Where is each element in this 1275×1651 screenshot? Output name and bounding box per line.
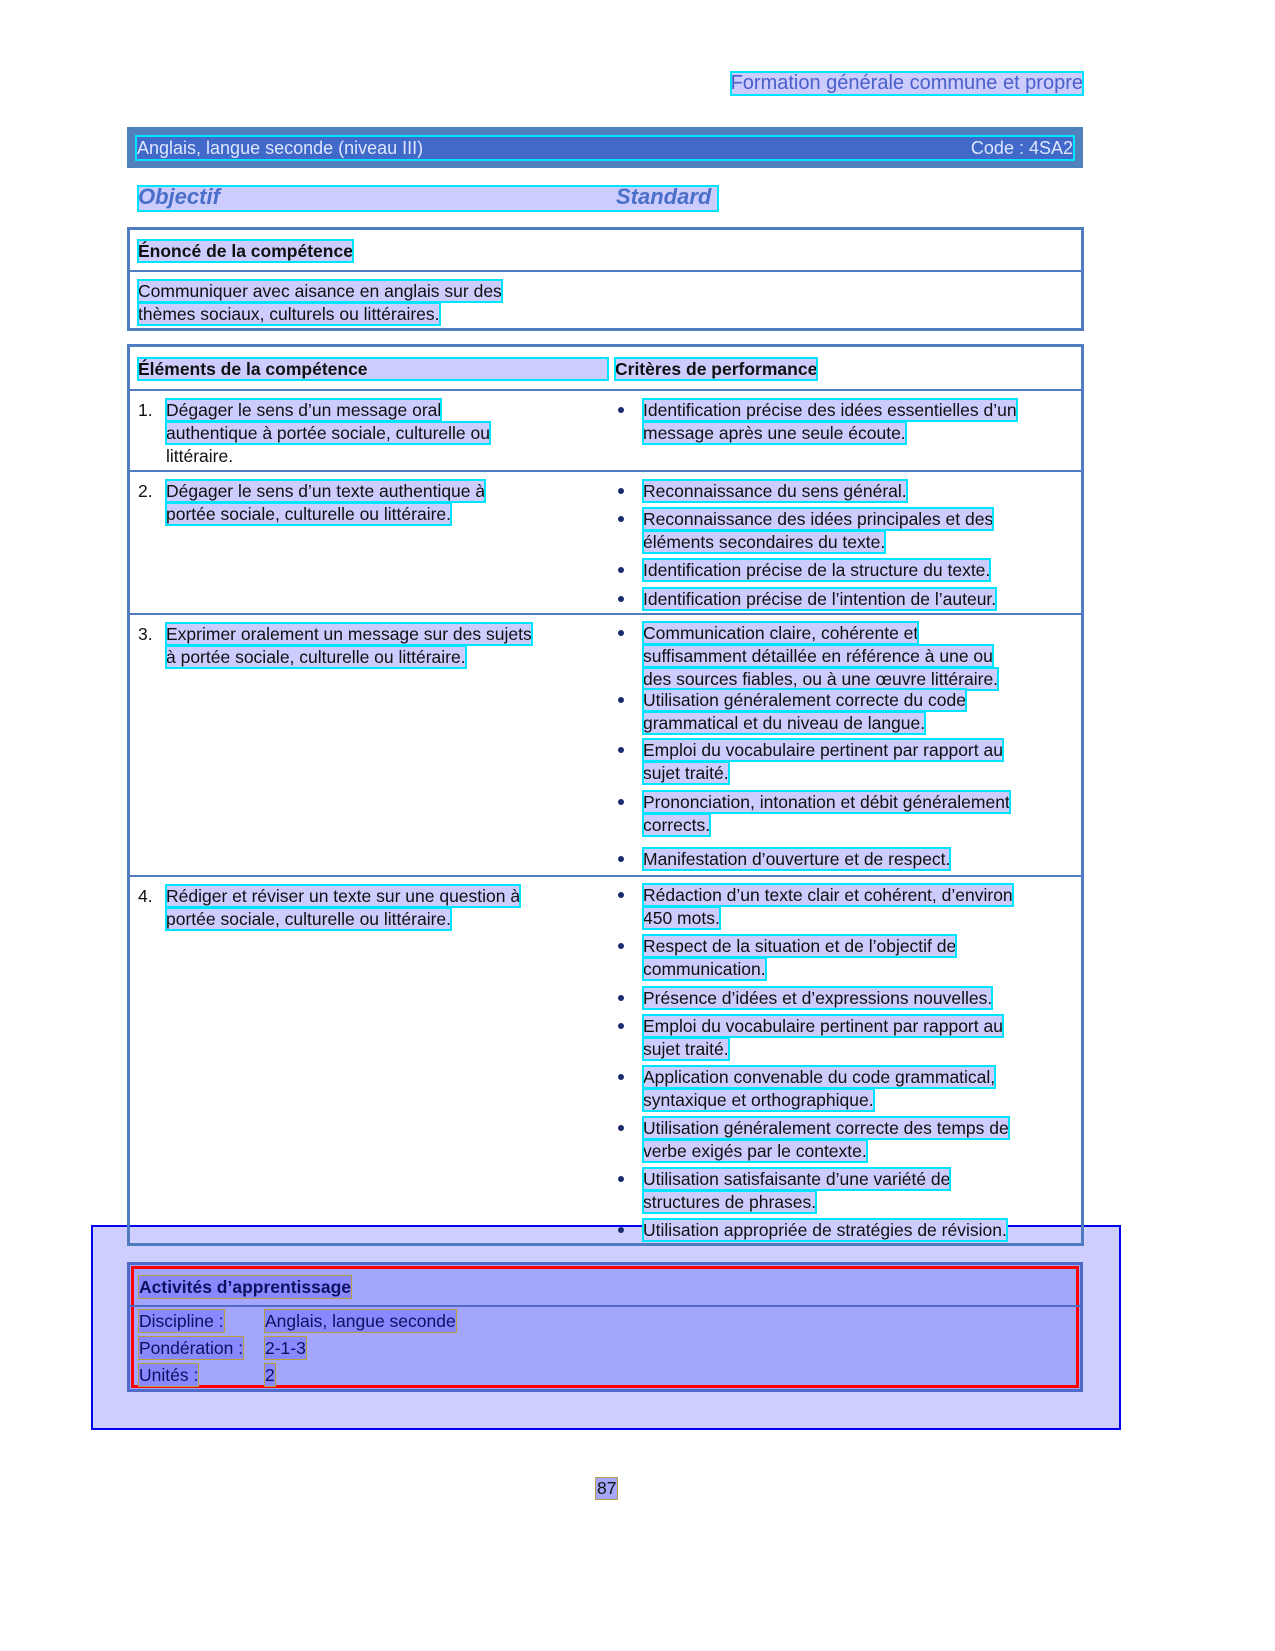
criterion-text: syntaxique et orthographique. — [643, 1090, 874, 1110]
criterion-text: Emploi du vocabulaire pertinent par rapport au — [643, 740, 1003, 760]
element-text: portée sociale, culturelle ou littéraire. — [166, 504, 452, 524]
divider — [130, 1305, 1080, 1307]
page-number: 87 — [597, 1478, 617, 1498]
program-title: Formation générale commune et propre — [730, 72, 1083, 94]
element-number: 1. — [138, 400, 153, 420]
criterion-text: structures de phrases. — [643, 1192, 817, 1212]
criterion-text: Respect de la situation et de l’objectif de — [643, 936, 957, 956]
criterion-text: Identification précise de la structure du texte. — [643, 560, 991, 580]
criterion-text: des sources fiables, ou à une œuvre littéraire. — [643, 669, 999, 689]
element-text: Exprimer oralement un message sur des sujets — [166, 624, 532, 644]
criterion-text: Utilisation appropriée de stratégies de révision. — [643, 1220, 1007, 1240]
row-divider — [130, 470, 1081, 472]
bullet-icon — [618, 516, 624, 522]
element-text: Rédiger et réviser un texte sur une question à — [166, 886, 521, 906]
unites-label: Unités : — [139, 1365, 199, 1385]
bullet-icon — [618, 799, 624, 805]
row-divider — [130, 613, 1081, 615]
objectif-standard-heading — [138, 186, 718, 211]
criterion-text: Utilisation satisfaisante d’une variété de — [643, 1169, 951, 1189]
bullet-icon — [618, 747, 624, 753]
criterion-text: verbe exigés par le contexte. — [643, 1141, 867, 1161]
element-text: à portée sociale, culturelle ou littéraire. — [166, 647, 466, 667]
activites-box — [127, 1262, 1083, 1392]
bullet-icon — [618, 1227, 624, 1233]
criterion-text: Identification précise des idées essentielles d’un — [643, 400, 1017, 420]
discipline-value: Anglais, langue seconde — [265, 1311, 456, 1331]
bullet-icon — [618, 596, 624, 602]
bullet-icon — [618, 856, 624, 862]
criterion-text: corrects. — [643, 815, 711, 835]
element-number: 4. — [138, 886, 153, 906]
row-divider — [130, 389, 1081, 391]
divider — [130, 270, 1081, 272]
criterion-text: Présence d’idées et d’expressions nouvelles. — [643, 988, 993, 1008]
element-text: Dégager le sens d’un texte authentique à — [166, 481, 486, 501]
element-text: portée sociale, culturelle ou littéraire. — [166, 909, 452, 929]
bullet-icon — [618, 943, 624, 949]
competence-line: thèmes sociaux, culturels ou littéraires. — [138, 304, 440, 324]
criterion-text: suffisamment détaillée en référence à une ou — [643, 646, 993, 666]
bullet-icon — [618, 630, 624, 636]
bullet-icon — [618, 892, 624, 898]
course-code: Code : 4SA2 — [970, 138, 1073, 158]
competence-box — [127, 227, 1084, 331]
element-text: authentique à portée sociale, culturelle ou — [166, 423, 490, 443]
course-title — [137, 137, 1073, 159]
criterion-text: message après une seule écoute. — [643, 423, 906, 443]
competence-heading: Énoncé de la compétence — [138, 241, 353, 261]
row-divider — [130, 875, 1081, 877]
standard-label: Standard — [616, 184, 712, 209]
col-header-elements: Éléments de la compétence — [138, 358, 608, 380]
criterion-text: Emploi du vocabulaire pertinent par rapport au — [643, 1016, 1003, 1036]
course-banner — [127, 127, 1083, 168]
criterion-text: Rédaction d’un texte clair et cohérent, d’environ — [643, 885, 1013, 905]
element-text: Dégager le sens d’un message oral — [166, 400, 442, 420]
bullet-icon — [618, 567, 624, 573]
element-text: littéraire. — [166, 446, 234, 466]
bullet-icon — [618, 1074, 624, 1080]
criterion-text: Utilisation généralement correcte des temps de — [643, 1118, 1009, 1138]
criterion-text: sujet traité. — [643, 1039, 729, 1059]
criterion-text: Communication claire, cohérente et — [643, 623, 919, 643]
criterion-text: Manifestation d’ouverture et de respect. — [643, 849, 951, 869]
competence-table — [127, 344, 1084, 1246]
bullet-icon — [618, 1176, 624, 1182]
ponderation-label: Pondération : — [139, 1338, 244, 1358]
activites-heading: Activités d’apprentissage — [139, 1277, 352, 1297]
unites-value: 2 — [265, 1365, 275, 1385]
element-number: 2. — [138, 481, 153, 501]
criterion-text: sujet traité. — [643, 763, 729, 783]
bullet-icon — [618, 407, 624, 413]
ponderation-value: 2-1-3 — [265, 1338, 306, 1358]
bullet-icon — [618, 995, 624, 1001]
col-header-criteria: Critères de performance — [615, 359, 818, 379]
element-number: 3. — [138, 624, 153, 644]
criterion-text: Utilisation généralement correcte du code — [643, 690, 966, 710]
discipline-label: Discipline : — [139, 1311, 224, 1331]
criterion-text: Reconnaissance des idées principales et des — [643, 509, 994, 529]
criterion-text: Identification précise de l’intention de l’auteur. — [643, 589, 997, 609]
criterion-text: 450 mots. — [643, 908, 720, 928]
bullet-icon — [618, 697, 624, 703]
bullet-icon — [618, 488, 624, 494]
bullet-icon — [618, 1023, 624, 1029]
criterion-text: communication. — [643, 959, 766, 979]
competence-line: Communiquer avec aisance en anglais sur des — [138, 281, 502, 301]
criterion-text: grammatical et du niveau de langue. — [643, 713, 926, 733]
criterion-text: Reconnaissance du sens général. — [643, 481, 907, 501]
course-title-text: Anglais, langue seconde (niveau III) — [137, 138, 424, 158]
criterion-text: éléments secondaires du texte. — [643, 532, 886, 552]
bullet-icon — [618, 1125, 624, 1131]
objectif-label: Objectif — [138, 184, 220, 209]
criterion-text: Prononciation, intonation et débit généralement — [643, 792, 1010, 812]
criterion-text: Application convenable du code grammatical, — [643, 1067, 996, 1087]
